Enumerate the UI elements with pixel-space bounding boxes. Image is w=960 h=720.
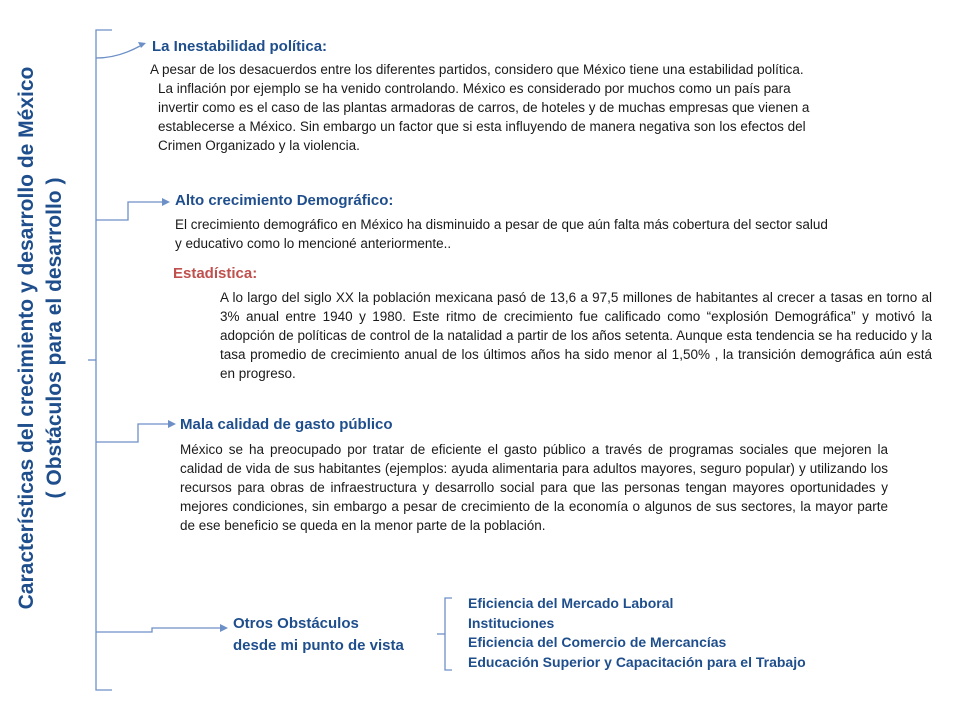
heading-estadistica: Estadística: — [173, 265, 258, 282]
connector-inestabilidad — [96, 46, 140, 58]
connector-demografico — [96, 202, 164, 220]
heading-otros-line2: desde mi punto de vista — [233, 637, 404, 654]
text-gasto: México se ha preocupado por tratar de eficiente el gasto público a través de programas sociales que mejoren la calidad de vida de sus habitantes (ejemplos: ayuda alimentaria para adultos mayores, seguro popular) y utilizando los recursos para obras de infraestructura y desarrollo social para que las personas tengan mayores oportunidades y mejores condiciones, sin embargo a pesar de crecimiento de la economía o algunos de sus sectores, la mayor parte de ese beneficio se queda en la menor parte de la población. — [180, 442, 888, 533]
side-title-line1: Características del crecimiento y desarrollo de México — [15, 66, 38, 610]
text-line: A pesar de los desacuerdos entre los diferentes partidos, considero que México tiene una estabilidad política. — [150, 62, 804, 77]
arrowhead-otros — [220, 624, 228, 632]
text-demografico — [175, 215, 828, 253]
side-title-line2: ( Obstáculos para el desarrollo ) — [43, 177, 66, 499]
text-estadistica: A lo largo del siglo XX la población mexicana pasó de 13,6 a 97,5 millones de habitantes al crecer a tasas en torno al 3% anual entre 1940 y 1980. Este ritmo de crecimiento fue calificado como “explosión Demográfica” y motivó la adopción de políticas de control de la natalidad a partir de los años setenta. Aunque esta tendencia se ha reducido y la tasa promedio de crecimiento anual de los últimos años ha sido menor al 1,50% , la transición demográfica aún está en progreso. — [220, 290, 932, 381]
text-line: establecerse a México. Sin embargo un factor que si esta influyendo de manera negativa son los efectos del — [158, 119, 806, 134]
text-line: El crecimiento demográfico en México ha disminuido a pesar de que aún falta más cobertura del sector salud — [175, 217, 828, 232]
left-bracket — [96, 30, 112, 690]
heading-otros — [233, 613, 404, 657]
heading-otros-line1: Otros Obstáculos — [233, 615, 359, 632]
bracket-otros-list — [445, 598, 452, 670]
connector-gasto — [96, 424, 170, 442]
heading-gasto: Mala calidad de gasto público — [180, 416, 393, 433]
text-line: y educativo como lo mencioné anteriormente.. — [175, 236, 452, 251]
text-line: invertir como es el caso de las plantas armadoras de carros, de hoteles y de muchas empresas que vienen a — [158, 100, 810, 115]
list-item: Eficiencia del Mercado Laboral — [468, 595, 674, 611]
list-item: Instituciones — [468, 614, 555, 631]
arrowhead-demografico — [162, 198, 170, 206]
heading-inestabilidad: La Inestabilidad política: — [152, 38, 328, 55]
heading-demografico: Alto crecimiento Demográfico: — [175, 192, 394, 209]
text-line: La inflación por ejemplo se ha venido controlando. México es considerado por muchos como un país para — [158, 81, 791, 96]
text-line: Crimen Organizado y la violencia. — [158, 138, 360, 153]
list-item: Educación Superior y Capacitación para el Trabajo — [468, 653, 806, 670]
otros-list — [468, 594, 806, 672]
arrowhead-gasto — [168, 420, 176, 428]
connector-otros — [96, 628, 222, 632]
list-item: Eficiencia del Comercio de Mercancías — [468, 634, 727, 650]
text-inestabilidad — [150, 60, 809, 155]
